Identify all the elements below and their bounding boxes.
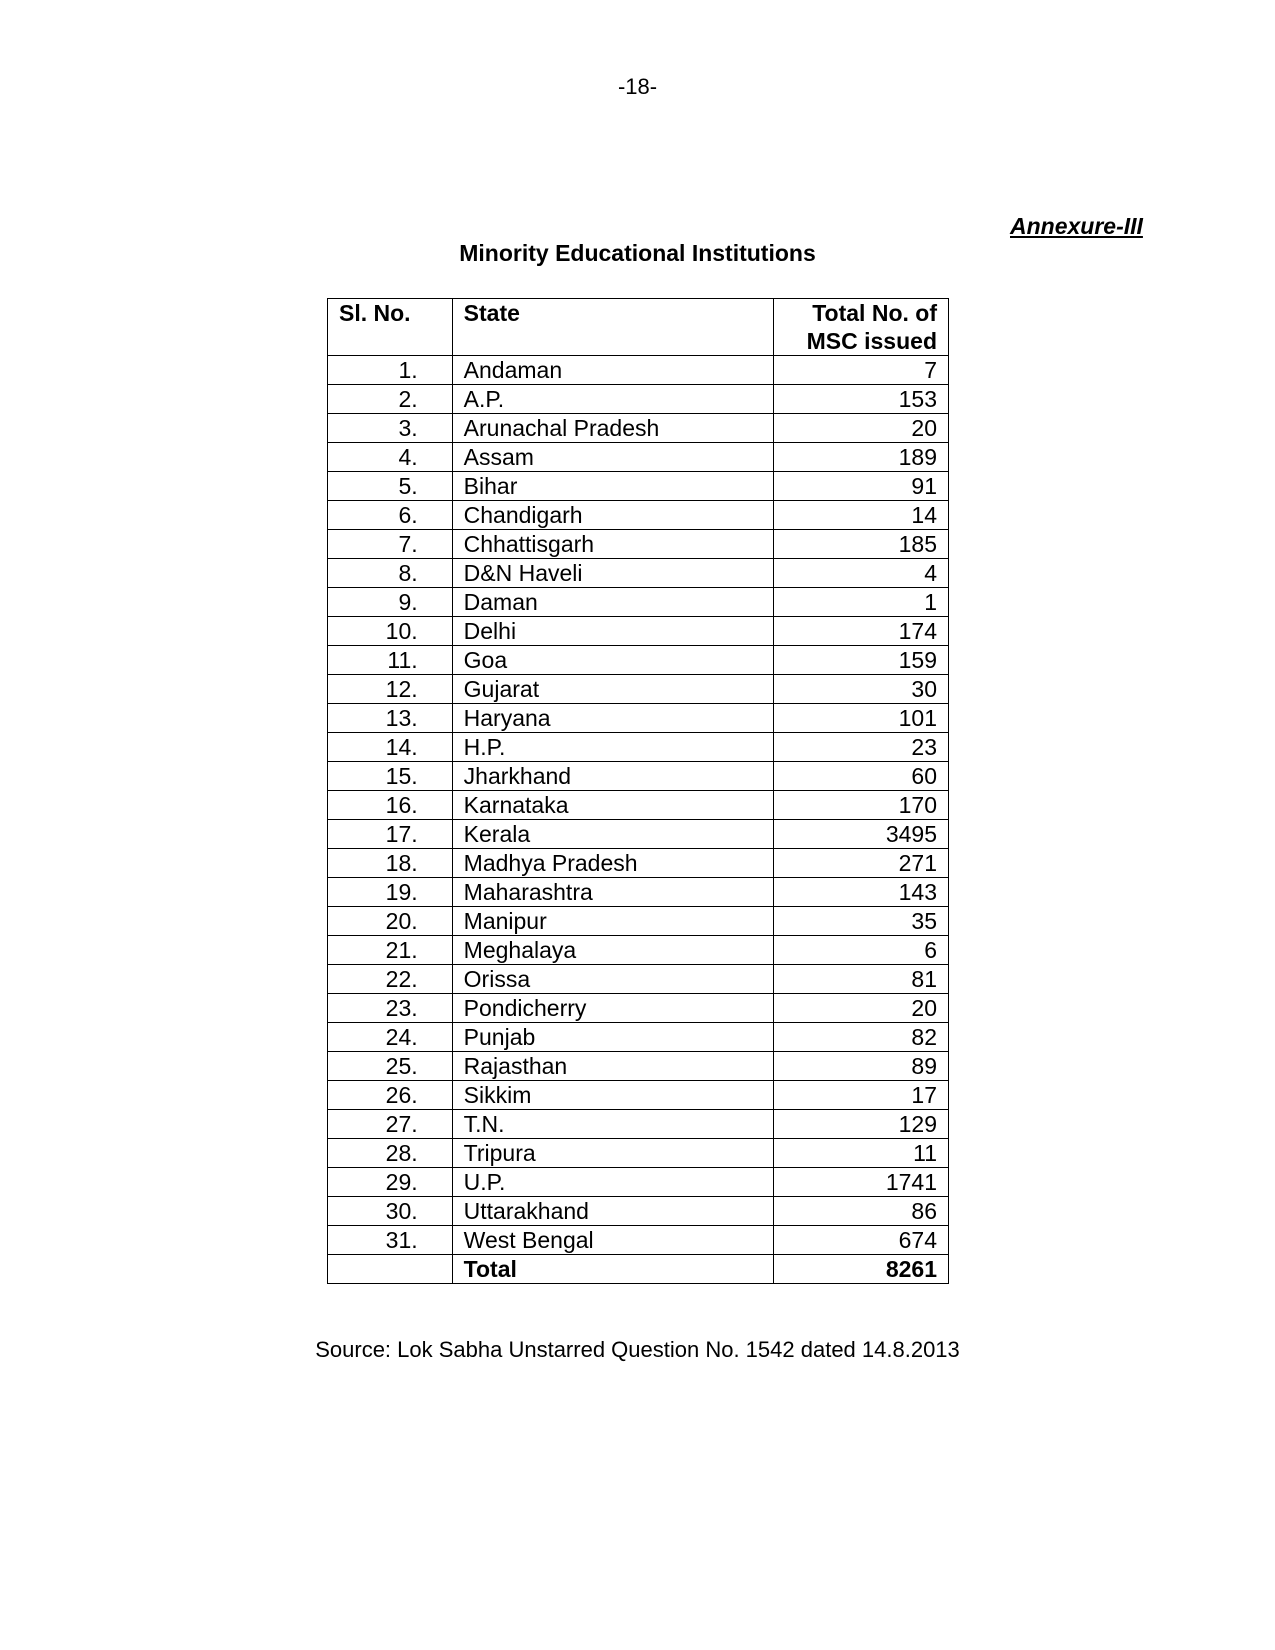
msc-count-cell: 30	[773, 675, 948, 704]
header-total-msc	[773, 299, 948, 356]
table-row	[328, 356, 949, 385]
table-row	[328, 675, 949, 704]
sl-no-cell: 28.	[328, 1139, 453, 1168]
total-count: 8261	[773, 1255, 948, 1284]
table-row	[328, 733, 949, 762]
table-row	[328, 791, 949, 820]
sl-no-cell: 18.	[328, 849, 453, 878]
table-row	[328, 878, 949, 907]
state-cell: Orissa	[452, 965, 773, 994]
header-total-line1: Total No. of	[812, 300, 937, 326]
table-row	[328, 820, 949, 849]
table-row	[328, 1197, 949, 1226]
table-row	[328, 559, 949, 588]
table-row	[328, 704, 949, 733]
sl-no-cell: 9.	[328, 588, 453, 617]
msc-count-cell: 185	[773, 530, 948, 559]
table-row	[328, 994, 949, 1023]
table-row	[328, 617, 949, 646]
sl-no-cell: 7.	[328, 530, 453, 559]
annexure-label: Annexure-III	[1010, 213, 1143, 239]
state-cell: Madhya Pradesh	[452, 849, 773, 878]
state-cell: U.P.	[452, 1168, 773, 1197]
sl-no-cell: 4.	[328, 443, 453, 472]
state-cell: H.P.	[452, 733, 773, 762]
state-cell: Haryana	[452, 704, 773, 733]
state-cell: Manipur	[452, 907, 773, 936]
sl-no-cell: 23.	[328, 994, 453, 1023]
state-cell: Karnataka	[452, 791, 773, 820]
sl-no-cell: 24.	[328, 1023, 453, 1052]
state-cell: Punjab	[452, 1023, 773, 1052]
sl-no-cell: 22.	[328, 965, 453, 994]
state-cell: Chhattisgarh	[452, 530, 773, 559]
sl-no-cell: 10.	[328, 617, 453, 646]
table-row	[328, 443, 949, 472]
state-cell: Pondicherry	[452, 994, 773, 1023]
msc-count-cell: 20	[773, 414, 948, 443]
msc-count-cell: 35	[773, 907, 948, 936]
sl-no-cell: 6.	[328, 501, 453, 530]
source-note: Source: Lok Sabha Unstarred Question No. 1542 dated 14.8.2013	[315, 1337, 960, 1362]
table-row	[328, 1023, 949, 1052]
sl-no-cell: 27.	[328, 1110, 453, 1139]
table-row	[328, 1052, 949, 1081]
msc-count-cell: 1	[773, 588, 948, 617]
msc-count-cell: 14	[773, 501, 948, 530]
sl-no-cell: 1.	[328, 356, 453, 385]
msc-count-cell: 159	[773, 646, 948, 675]
table-row	[328, 965, 949, 994]
table-total-row	[328, 1255, 949, 1284]
table-body	[328, 356, 949, 1255]
state-cell: Tripura	[452, 1139, 773, 1168]
total-label: Total	[452, 1255, 773, 1284]
sl-no-cell: 20.	[328, 907, 453, 936]
msc-count-cell: 674	[773, 1226, 948, 1255]
table-row	[328, 414, 949, 443]
msc-count-cell: 89	[773, 1052, 948, 1081]
sl-no-cell: 16.	[328, 791, 453, 820]
msc-count-cell: 86	[773, 1197, 948, 1226]
state-cell: Sikkim	[452, 1081, 773, 1110]
state-cell: West Bengal	[452, 1226, 773, 1255]
state-cell: Bihar	[452, 472, 773, 501]
msc-count-cell: 20	[773, 994, 948, 1023]
sl-no-cell: 11.	[328, 646, 453, 675]
state-cell: Jharkhand	[452, 762, 773, 791]
state-cell: Rajasthan	[452, 1052, 773, 1081]
state-cell: T.N.	[452, 1110, 773, 1139]
msc-count-cell: 143	[773, 878, 948, 907]
state-cell: D&N Haveli	[452, 559, 773, 588]
sl-no-cell: 2.	[328, 385, 453, 414]
msc-count-cell: 7	[773, 356, 948, 385]
sl-no-cell: 5.	[328, 472, 453, 501]
sl-no-cell: 3.	[328, 414, 453, 443]
state-cell: Uttarakhand	[452, 1197, 773, 1226]
state-cell: Kerala	[452, 820, 773, 849]
header-state: State	[452, 299, 773, 356]
msc-count-cell: 81	[773, 965, 948, 994]
sl-no-cell: 8.	[328, 559, 453, 588]
sl-no-cell: 15.	[328, 762, 453, 791]
document-title: Minority Educational Institutions	[459, 240, 816, 266]
msc-count-cell: 1741	[773, 1168, 948, 1197]
state-cell: Arunachal Pradesh	[452, 414, 773, 443]
msc-count-cell: 6	[773, 936, 948, 965]
table-row	[328, 646, 949, 675]
header-sl-no: Sl. No.	[328, 299, 453, 356]
msc-count-cell: 189	[773, 443, 948, 472]
msc-count-cell: 17	[773, 1081, 948, 1110]
table-row	[328, 1168, 949, 1197]
state-cell: Andaman	[452, 356, 773, 385]
state-cell: Daman	[452, 588, 773, 617]
header-total-line2: MSC issued	[806, 328, 937, 354]
table-row	[328, 472, 949, 501]
state-cell: Assam	[452, 443, 773, 472]
sl-no-cell: 17.	[328, 820, 453, 849]
total-sl-cell	[328, 1255, 453, 1284]
sl-no-cell: 25.	[328, 1052, 453, 1081]
sl-no-cell: 29.	[328, 1168, 453, 1197]
msc-count-cell: 4	[773, 559, 948, 588]
sl-no-cell: 21.	[328, 936, 453, 965]
msc-count-cell: 101	[773, 704, 948, 733]
page-number: -18-	[617, 74, 658, 99]
msc-count-cell: 82	[773, 1023, 948, 1052]
sl-no-cell: 26.	[328, 1081, 453, 1110]
sl-no-cell: 31.	[328, 1226, 453, 1255]
msc-count-cell: 11	[773, 1139, 948, 1168]
table-row	[328, 385, 949, 414]
state-cell: Delhi	[452, 617, 773, 646]
table-row	[328, 1226, 949, 1255]
msc-count-cell: 3495	[773, 820, 948, 849]
table-row	[328, 501, 949, 530]
sl-no-cell: 13.	[328, 704, 453, 733]
table-row	[328, 762, 949, 791]
state-cell: Goa	[452, 646, 773, 675]
table-row	[328, 849, 949, 878]
table-header-row	[328, 299, 949, 356]
msc-count-cell: 271	[773, 849, 948, 878]
state-cell: A.P.	[452, 385, 773, 414]
table-row	[328, 588, 949, 617]
msc-count-cell: 174	[773, 617, 948, 646]
msc-count-cell: 60	[773, 762, 948, 791]
table-row	[328, 1081, 949, 1110]
table-row	[328, 530, 949, 559]
sl-no-cell: 30.	[328, 1197, 453, 1226]
state-cell: Maharashtra	[452, 878, 773, 907]
msc-count-cell: 91	[773, 472, 948, 501]
table-row	[328, 1139, 949, 1168]
table-row	[328, 1110, 949, 1139]
state-cell: Gujarat	[452, 675, 773, 704]
sl-no-cell: 14.	[328, 733, 453, 762]
msc-count-cell: 23	[773, 733, 948, 762]
msc-count-cell: 153	[773, 385, 948, 414]
sl-no-cell: 12.	[328, 675, 453, 704]
msc-count-cell: 170	[773, 791, 948, 820]
sl-no-cell: 19.	[328, 878, 453, 907]
table-row	[328, 907, 949, 936]
msc-table	[327, 298, 949, 1284]
table-row	[328, 936, 949, 965]
state-cell: Chandigarh	[452, 501, 773, 530]
state-cell: Meghalaya	[452, 936, 773, 965]
msc-count-cell: 129	[773, 1110, 948, 1139]
